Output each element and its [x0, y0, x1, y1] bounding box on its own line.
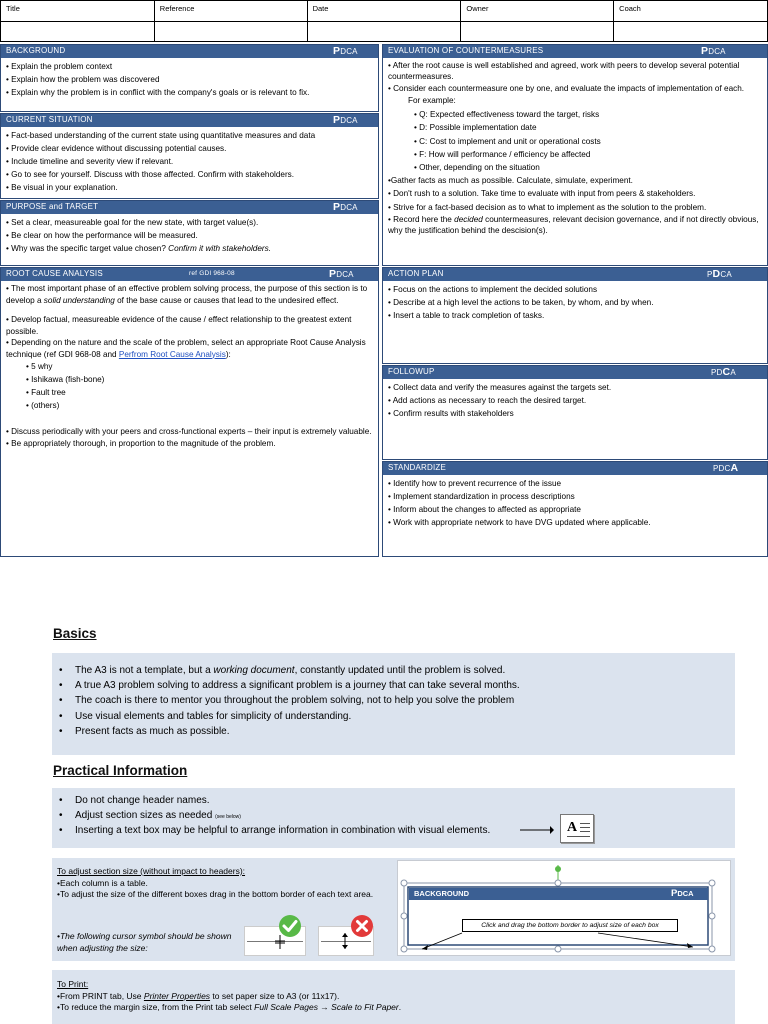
check-icon	[278, 914, 302, 938]
practical-heading: Practical Information	[53, 763, 188, 778]
section-title: PURPOSE and TARGET	[6, 202, 99, 211]
example-item: • F: How will performance / efficiency be affected	[414, 149, 591, 159]
pdca-indicator: PDCA	[333, 114, 358, 126]
mock-callout: Click and drag the bottom border to adjust size of each box	[462, 919, 678, 932]
pdca-indicator: PDCA	[707, 268, 732, 280]
section-body	[383, 58, 767, 239]
section-followup[interactable]	[382, 365, 768, 460]
section-title: EVALUATION OF COUNTERMEASURES	[388, 46, 544, 55]
section-evaluation-countermeasures[interactable]	[382, 44, 768, 266]
section-body	[383, 379, 767, 422]
bullet: • Be visual in your explanation.	[6, 183, 118, 192]
list-item: • Do not change header names.	[59, 794, 735, 809]
paragraph: • After the root cause is well established and agreed, work with peers to develop several potential countermeasures.	[388, 61, 740, 82]
adjust-line: •Each column is a table.	[57, 877, 148, 888]
section-header	[1, 45, 378, 58]
pdca-indicator: PDCA	[333, 45, 358, 57]
paragraph: • Be appropriately thorough, in proportion to the magnitude of the problem.	[6, 438, 276, 448]
technique-item: • Fault tree	[26, 388, 66, 397]
header-owner-field[interactable]	[461, 22, 614, 42]
bullet: • Explain how the problem was discovered	[6, 75, 160, 84]
paragraph: • Consider each countermeasure one by one, and evaluate the impacts of implementation of each.	[388, 83, 745, 93]
print-panel	[52, 970, 735, 1024]
pdca-indicator: PDCA	[711, 366, 736, 378]
bullet: • Collect data and verify the measures against the targets set.	[388, 383, 612, 392]
header-coach-field[interactable]	[614, 22, 768, 42]
section-current-situation[interactable]	[0, 113, 379, 199]
bullet: • Add actions as necessary to reach the desired target.	[388, 396, 587, 405]
arrow-right-icon	[520, 825, 554, 835]
header-reference-field[interactable]	[154, 22, 307, 42]
bullet: • Insert a table to track completion of tasks.	[388, 311, 545, 320]
paragraph: • Depending on the nature and the scale of the problem, select an appropriate Root Cause Analysis technique (ref GDI 968-08 and Perfrom Root Cause Analysis):	[6, 338, 366, 359]
bullet: • Work with appropriate network to have DVG updated where applicable.	[388, 518, 651, 527]
section-header	[1, 114, 378, 127]
pdca-indicator: PDCA	[329, 268, 354, 280]
list-item: • Adjust section sizes as needed (see below)	[59, 809, 735, 825]
section-title: STANDARDIZE	[388, 463, 447, 472]
bullet: • Describe at a high level the actions to be taken, by whom, and by when.	[388, 298, 654, 307]
paragraph: • Strive for a fact-based decision as to what to implement as the solution to the problem.	[388, 202, 707, 212]
paragraph: • Discuss periodically with your peers and cross-functional experts – their input is extremely valuable.	[6, 427, 372, 436]
print-line: •To reduce the margin size, from the Print tab select Full Scale Pages → Scale to Fit Paper.	[57, 1002, 402, 1012]
header-date-label: Date	[307, 1, 461, 22]
paragraph: • Develop factual, measureable evidence of the cause / effect relationship to the greatest extent possible.	[6, 315, 352, 336]
section-header	[1, 268, 378, 281]
pdca-indicator: PDCA	[333, 201, 358, 213]
basics-heading: Basics	[53, 626, 97, 641]
section-header	[383, 366, 767, 379]
bullet: • Focus on the actions to implement the decided solutions	[388, 285, 598, 294]
pdca-indicator: PDCA	[713, 462, 739, 474]
bullet: • Include timeline and severity view if relevant.	[6, 157, 174, 166]
paragraph: • Don't rush to a solution. Take time to evaluate with input from peers & stakeholders.	[388, 189, 696, 199]
bullet: • Explain the problem context	[6, 62, 113, 71]
adjust-title: To adjust section size (without impact to headers):	[57, 866, 246, 876]
bullet: • Set a clear, measureable goal for the new state, with target value(s).	[6, 218, 259, 227]
section-body	[1, 214, 378, 257]
section-header	[1, 201, 378, 214]
paragraph: • The most important phase of an effective problem solving process, the purpose of this section is to develop a solid understanding of the base cause or causes that lead to the undesired effect.	[6, 284, 368, 305]
section-standardize[interactable]	[382, 461, 768, 557]
pdca-indicator: PDCA	[701, 45, 726, 57]
bullet: • Explain why the problem is in conflict with the company's goals or is relevant to fix.	[6, 88, 310, 97]
bullet: • Provide clear evidence without discussing potential causes.	[6, 144, 227, 153]
example-label: For example:	[408, 96, 456, 106]
list-item: • The A3 is not a template, but a working document, constantly updated until the problem is solved.	[59, 663, 735, 678]
paragraph: • Record here the decided countermeasures, relevant decision governance, and if not directly obvious, why the justification behind the descision(s).	[388, 214, 759, 236]
basics-panel	[52, 653, 735, 755]
list-item: • Use visual elements and tables for simplicity of understanding.	[59, 709, 735, 724]
bullet: • Go to see for yourself. Discuss with those affected. Confirm with stakeholders.	[6, 170, 295, 179]
section-body	[1, 127, 378, 196]
section-title: FOLLOWUP	[388, 367, 435, 376]
cross-icon	[350, 914, 374, 938]
paragraph: •Gather facts as much as possible. Calculate, simulate, experiment.	[388, 176, 633, 186]
header-title-field[interactable]	[1, 22, 155, 42]
bullet: • Identify how to prevent recurrence of the issue	[388, 479, 562, 488]
list-item: • A true A3 problem solving to address a significant problem is a journey that can take several months.	[59, 678, 735, 693]
root-cause-link[interactable]: Perfrom Root Cause Analysis	[118, 349, 226, 359]
section-purpose-target[interactable]	[0, 200, 379, 266]
bullet: • Implement standardization in process descriptions	[388, 492, 575, 501]
header-reference-label: Reference	[154, 1, 307, 22]
section-title: ACTION PLAN	[388, 269, 444, 278]
print-line: •From PRINT tab, Use Printer Properties to set paper size to A3 (or 11x17).	[57, 990, 340, 1001]
print-title: To Print:	[57, 979, 89, 989]
bullet: • Why was the specific target value chosen? Confirm it with stakeholders.	[6, 244, 271, 253]
bullet: • Be clear on how the performance will be measured.	[6, 231, 198, 240]
text-box-icon: A	[560, 814, 594, 843]
resize-illustration	[397, 860, 731, 956]
list-item: • Inserting a text box may be helpful to arrange information in combination with visual elements.	[59, 824, 735, 839]
adjust-panel	[52, 858, 735, 961]
header-owner-label: Owner	[461, 1, 614, 22]
section-body	[383, 281, 767, 324]
adjust-line: •To adjust the size of the different boxes drag in the bottom border of each text area.	[57, 889, 374, 899]
section-header	[383, 268, 767, 281]
example-item: • Other, depending on the situation	[414, 163, 540, 173]
section-title: BACKGROUND	[6, 46, 66, 55]
example-item: • D: Possible implementation date	[414, 123, 537, 133]
bullet: • Confirm results with stakeholders	[388, 409, 514, 418]
section-background[interactable]	[0, 44, 379, 112]
example-item: • Q: Expected effectiveness toward the target, risks	[414, 110, 600, 120]
bullet: • Inform about the changes to affected as appropriate	[388, 505, 581, 514]
header-table	[0, 0, 768, 42]
technique-item: • Ishikawa (fish-bone)	[26, 375, 105, 384]
list-item: • The coach is there to mentor you throughout the problem solving, not to help you solve the problem	[59, 693, 735, 708]
section-root-cause-analysis[interactable]	[0, 267, 379, 557]
technique-item: • 5 why	[26, 362, 53, 371]
header-date-field[interactable]	[307, 22, 461, 42]
section-body	[1, 281, 378, 451]
practical-panel	[52, 788, 735, 848]
section-title: CURRENT SITUATION	[6, 115, 93, 124]
section-header	[383, 45, 767, 58]
adjust-cursor-note: •The following cursor symbol should be shown when adjusting the size:	[57, 931, 232, 953]
mock-section-header: BACKGROUND PDCA	[409, 888, 708, 900]
list-item: • Present facts as much as possible.	[59, 724, 735, 739]
section-body	[383, 475, 767, 531]
section-reference: ref GDI 968-08	[189, 270, 235, 277]
section-action-plan[interactable]	[382, 267, 768, 364]
header-coach-label: Coach	[614, 1, 768, 22]
section-title: ROOT CAUSE ANALYSIS	[6, 269, 103, 278]
section-header	[383, 462, 767, 475]
header-title-label: Title	[1, 1, 155, 22]
section-body	[1, 58, 378, 101]
example-item: • C: Cost to implement and unit or operational costs	[414, 136, 601, 146]
bullet: • Fact-based understanding of the current state using quantitative measures and data	[6, 131, 316, 140]
technique-item: • (others)	[26, 401, 60, 410]
